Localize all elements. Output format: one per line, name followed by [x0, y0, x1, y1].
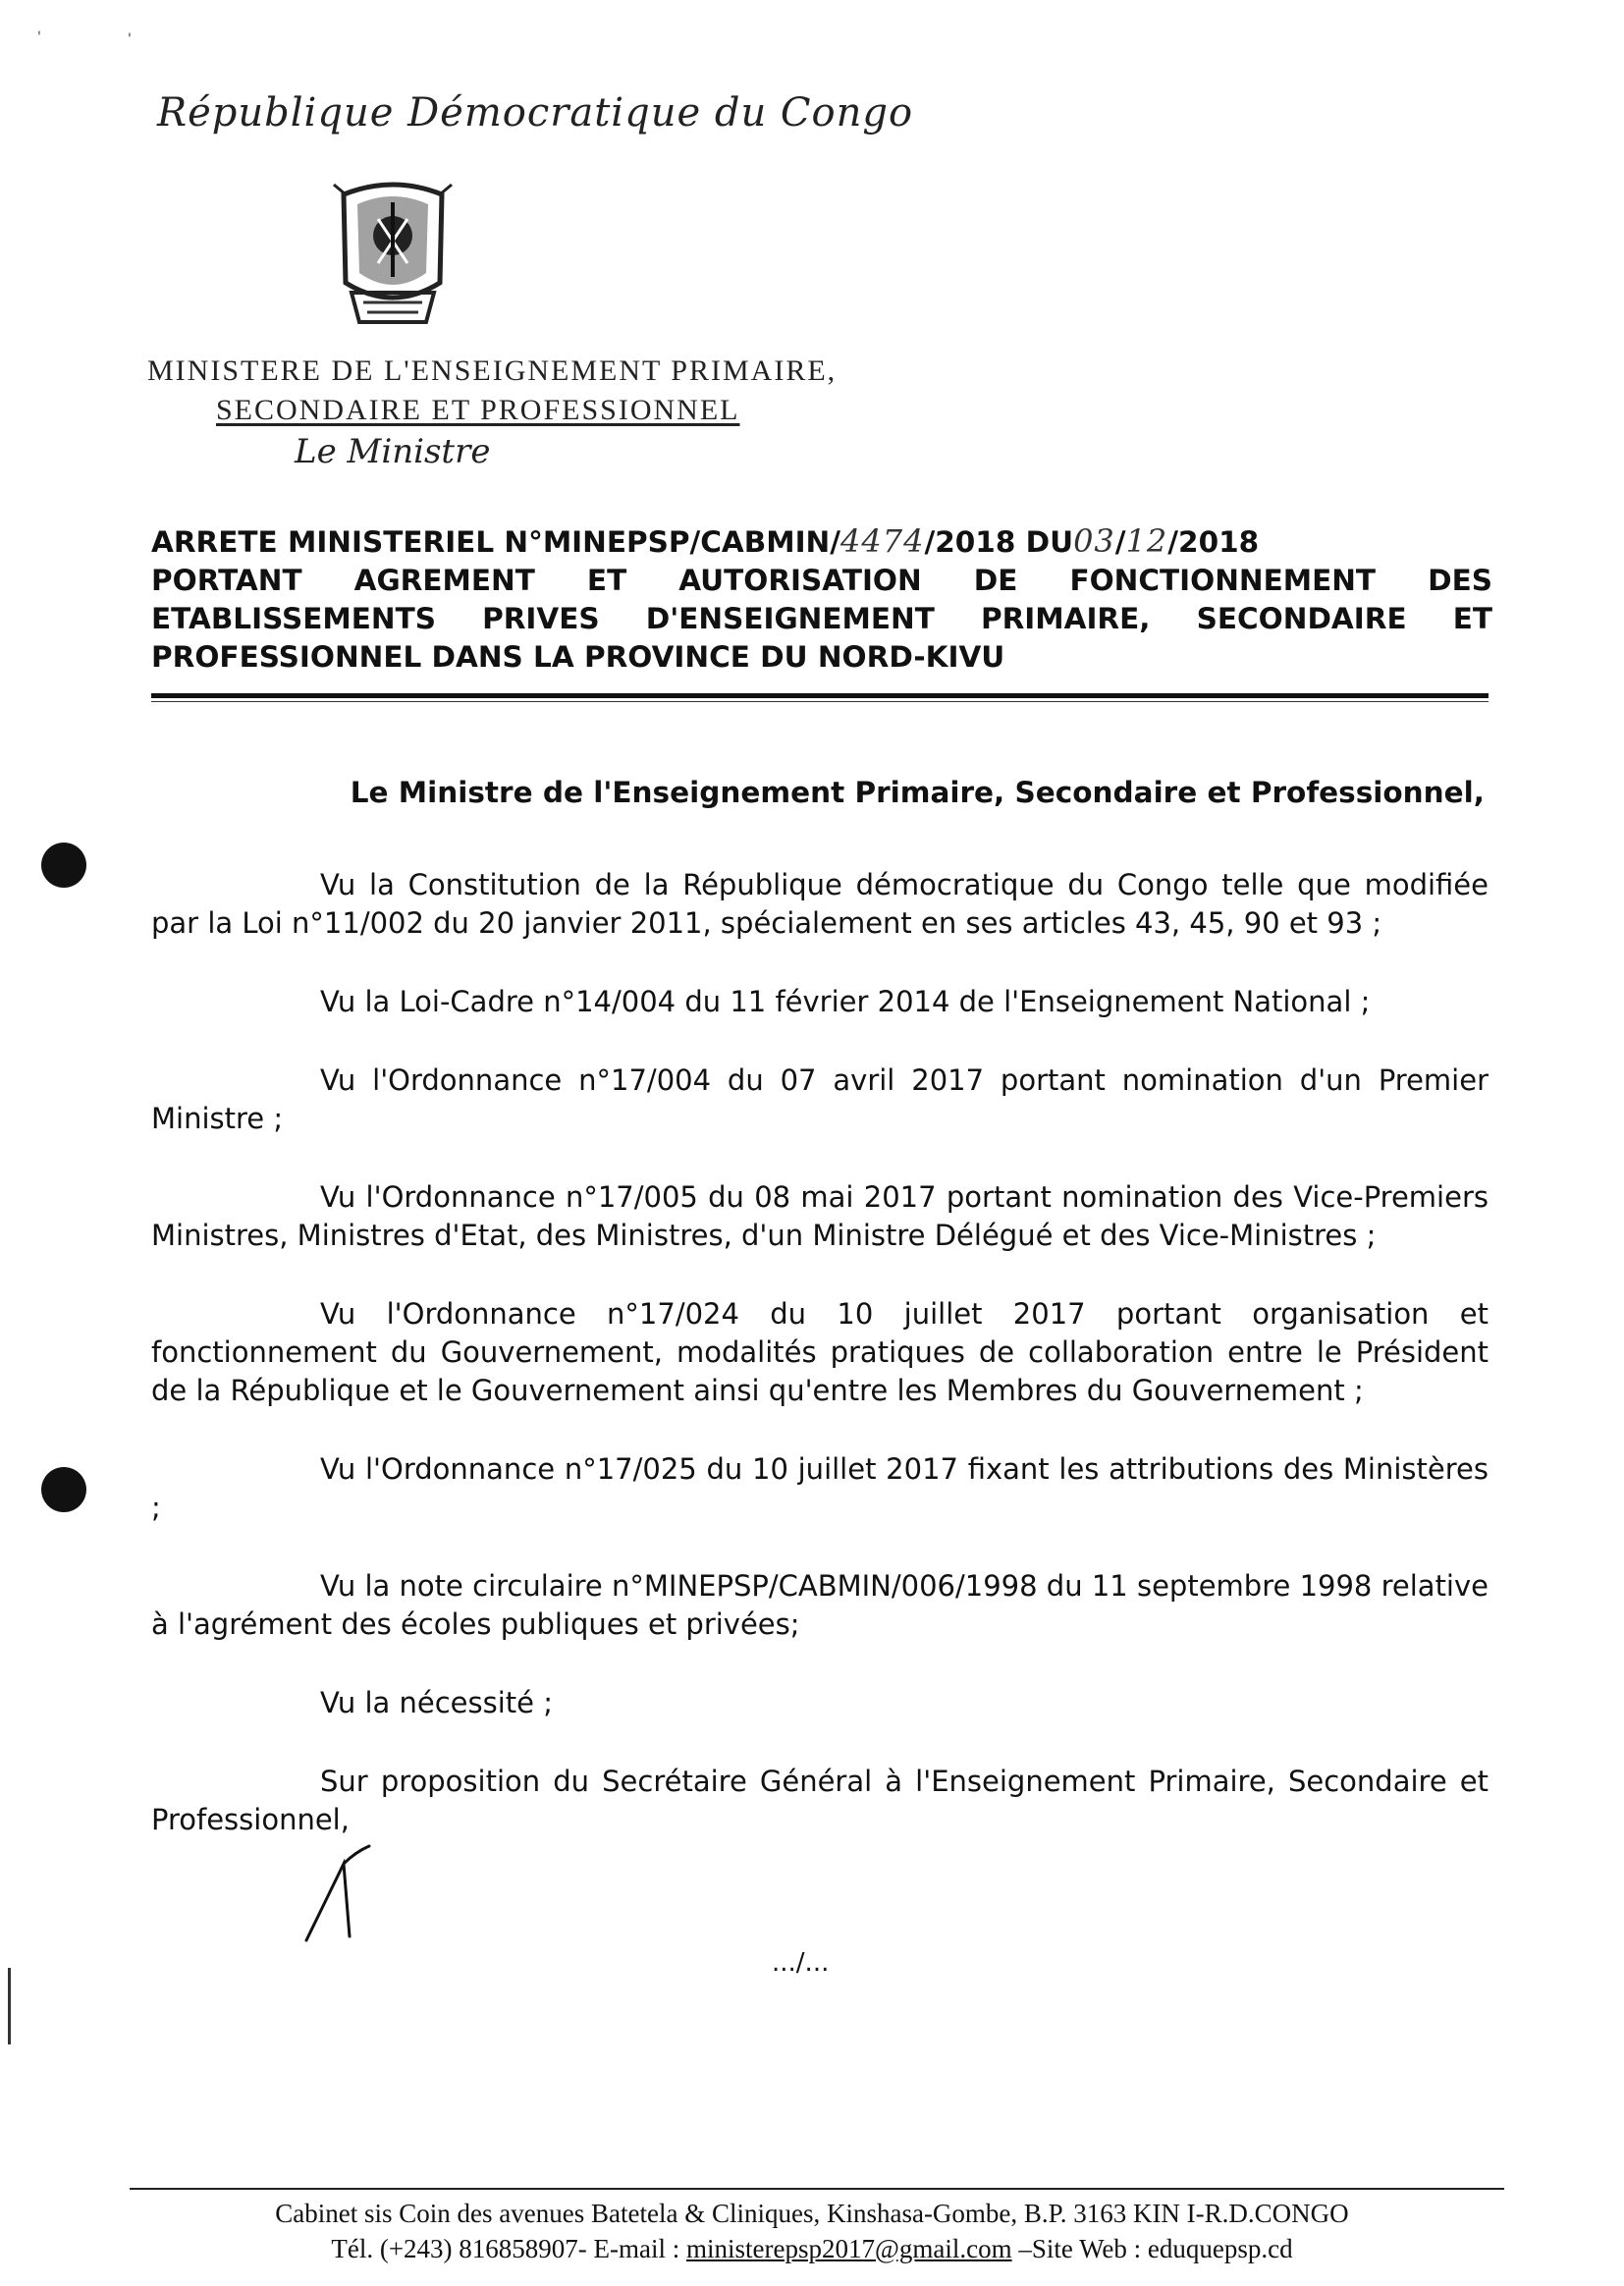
ministry-heading	[147, 352, 933, 430]
heading-divider-thin	[151, 701, 1489, 702]
consideration-paragraph: Vu l'Ordonnance n°17/005 du 08 mai 2017 portant nomination des Vice-Premiers Ministres, Ministres d'Etat, des Ministres, d'un Ministre Délégué et des Vice-Ministres ;	[151, 1180, 1489, 1252]
footer-divider	[130, 2188, 1504, 2190]
consideration-paragraph: Vu la Constitution de la République démocratique du Congo telle que modifiée par la Loi n°11/002 du 20 janvier 2011, spécialement en ses articles 43, 45, 90 et 93 ;	[151, 868, 1489, 940]
scan-mark: '	[128, 31, 132, 47]
arrete-ref-prefix: ARRETE MINISTERIEL N°MINEPSP/CABMIN/	[151, 525, 841, 559]
consideration-paragraph: Vu la note circulaire n°MINEPSP/CABMIN/006/1998 du 11 septembre 1998 relative à l'agrément des écoles publiques et privées;	[151, 1569, 1489, 1641]
arrete-ref-year: /2018 DU	[924, 525, 1074, 559]
arrete-ref-month: 12	[1125, 522, 1168, 560]
consideration-paragraph: Vu la Loi-Cadre n°14/004 du 11 février 2014 de l'Enseignement National ;	[320, 985, 1371, 1018]
scan-mark: '	[37, 29, 41, 45]
footer-email-link[interactable]: ministerepsp2017@gmail.com	[686, 2234, 1012, 2263]
republic-heading: République Démocratique du Congo	[157, 90, 914, 136]
ministry-line1: MINISTERE DE L'ENSEIGNEMENT PRIMAIRE,	[147, 354, 838, 387]
arrete-ref-sep: /	[1114, 525, 1126, 559]
heading-divider	[151, 693, 1489, 698]
consideration-paragraph: Vu l'Ordonnance n°17/025 du 10 juillet 2017 fixant les attributions des Ministères ;	[151, 1452, 1489, 1524]
consideration-paragraph: Sur proposition du Secrétaire Général à l'Enseignement Primaire, Secondaire et Professionnel,	[151, 1765, 1489, 1836]
arrete-ref-number: 4474	[840, 522, 925, 560]
page-continuation: .../...	[772, 1948, 830, 1978]
consideration-paragraph: Vu l'Ordonnance n°17/024 du 10 juillet 2017 portant organisation et fonctionnement du Gouvernement, modalités pratiques de collaboration entre le Président de la République et le Gouvernement ainsi qu'entre les Membres du Gouvernement ;	[151, 1297, 1489, 1407]
minister-label: Le Ministre	[295, 432, 491, 471]
footer-address: Cabinet sis Coin des avenues Batetela & Cliniques, Kinshasa-Gombe, B.P. 3163 KIN I-R.D.CONGO	[275, 2199, 1349, 2228]
arrete-line4: PROFESSIONNEL DANS LA PROVINCE DU NORD-KIVU	[151, 640, 1005, 674]
ministry-line2: SECONDAIRE ET PROFESSIONNEL	[216, 394, 740, 426]
arrete-ref-day: 03	[1073, 522, 1115, 560]
punch-hole	[41, 843, 86, 888]
arrete-line3: ETABLISSEMENTS PRIVES D'ENSEIGNEMENT PRIMAIRE, SECONDAIRE ET	[151, 602, 1492, 635]
footer	[0, 2196, 1624, 2266]
arrete-ref-end: /2018	[1167, 525, 1260, 559]
considerations	[151, 866, 1489, 1879]
minister-title: Le Ministre de l'Enseignement Primaire, Secondaire et Professionnel,	[350, 776, 1485, 809]
punch-hole	[41, 1467, 86, 1512]
arrete-reference	[151, 522, 1492, 562]
consideration-paragraph: Vu l'Ordonnance n°17/004 du 07 avril 2017 portant nomination d'un Premier Ministre ;	[151, 1063, 1489, 1135]
scan-margin-line	[8, 1968, 11, 2044]
footer-contact	[0, 2231, 1624, 2266]
footer-site: –Site Web : eduquepsp.cd	[1011, 2234, 1293, 2263]
coat-of-arms-icon	[324, 175, 461, 334]
arrete-line2: PORTANT AGREMENT ET AUTORISATION DE FONCTIONNEMENT DES	[151, 564, 1492, 597]
handwritten-initial	[295, 1842, 383, 1950]
footer-tel: Tél. (+243) 816858907- E-mail :	[331, 2234, 687, 2263]
consideration-paragraph: Vu la nécessité ;	[320, 1686, 553, 1719]
arrete-heading	[151, 522, 1492, 677]
